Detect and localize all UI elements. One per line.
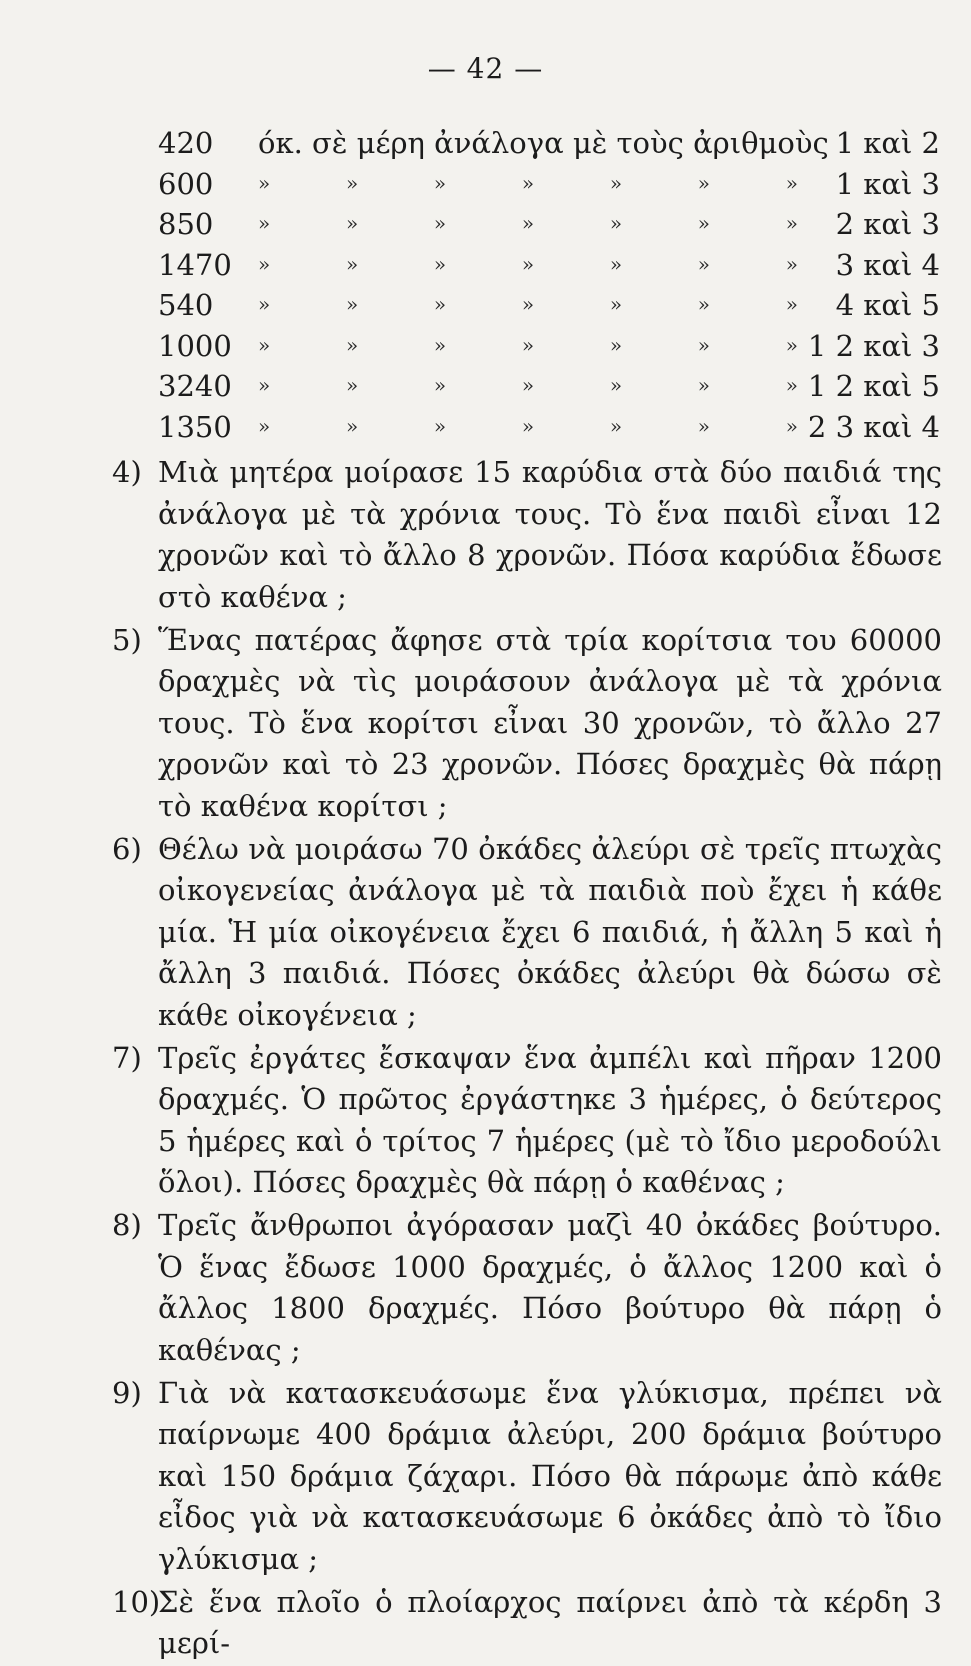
problem-text: Μιὰ μητέρα μοίρασε 15 καρύδια στὰ δύο παιδιά της ἀνάλογα μὲ τὰ χρόνια τους. Τὸ ἕνα παιδὶ εἶναι 12 χρονῶν καὶ τὸ ἄλλο 8 χρονῶν. Πόσα καρύδια ἔδωσε στὸ καθένα ; — [158, 455, 942, 614]
table-row — [150, 207, 940, 248]
ratio-numbers: 1 καὶ 2 — [835, 126, 940, 160]
ratio-numbers: 2 καὶ 3 — [835, 207, 940, 241]
ditto-marks: » » » » » » » — [258, 211, 798, 235]
amount: 1350 — [158, 409, 232, 444]
ditto-marks: » » » » » » » — [258, 292, 798, 316]
problem-4 — [112, 452, 942, 618]
problem-list — [112, 452, 942, 1666]
table-row — [150, 167, 940, 208]
problem-10 — [112, 1582, 942, 1665]
ditto-marks: » » » » » » » — [258, 332, 798, 357]
page-number: — 42 — — [427, 52, 544, 85]
ditto-marks: » » » » » » » — [258, 373, 798, 397]
table-row — [150, 288, 940, 329]
ditto-marks: » » » » » » » — [258, 251, 798, 276]
problem-number: 6) — [112, 831, 142, 866]
ratio-numbers: 1 2 καὶ 5 — [807, 369, 940, 403]
problem-9 — [112, 1373, 942, 1581]
table-row — [150, 410, 940, 451]
problem-number: 5) — [112, 622, 142, 657]
amount: 600 — [158, 166, 214, 201]
table-row — [150, 329, 940, 370]
problem-text: Γιὰ νὰ κατασκευάσωμε ἕνα γλύκισμα, πρέπει νὰ παίρνωμε 400 δράμια ἀλεύρι, 200 δράμια βούτυρο καὶ 150 δράμια ζάχαρι. Πόσο θὰ πάρωμε ἀπὸ κάθε εἶδος γιὰ νὰ κατασκευάσωμε 6 ὀκάδες ἀπὸ τὸ ἴδιο γλύκισμα ; — [158, 1375, 942, 1576]
amount: 850 — [158, 207, 214, 241]
ratio-numbers: 2 3 καὶ 4 — [807, 409, 940, 444]
ratio-numbers: 1 2 καὶ 3 — [807, 328, 940, 363]
ditto-marks: » » » » » » » — [258, 170, 798, 195]
ratio-numbers: 1 καὶ 3 — [835, 166, 940, 201]
problem-number: 8) — [112, 1208, 142, 1242]
amount: 1000 — [158, 328, 232, 363]
amount: 3240 — [158, 369, 232, 403]
ditto-marks: » » » » » » » — [258, 413, 798, 438]
problem-number: 10) — [112, 1584, 161, 1619]
table-row — [150, 248, 940, 289]
table-row — [150, 126, 940, 167]
problem-number: 9) — [112, 1375, 142, 1410]
problem-text: Τρεῖς ἐργάτες ἔσκαψαν ἕνα ἀμπέλι καὶ πῆραν 1200 δραχμές. Ὁ πρῶτος ἐργάστηκε 3 ἡμέρες, ὁ δεύτερος 5 ἡμέρες καὶ ὁ τρίτος 7 ἡμέρες (μὲ τὸ ἴδιο μεροδούλι ὅλοι). Πόσες δραχμὲς θὰ πάρῃ ὁ καθένας ; — [158, 1040, 942, 1199]
problem-5 — [112, 620, 942, 828]
problem-text: Σὲ ἕνα πλοῖο ὁ πλοίαρχος παίρνει ἀπὸ τὰ κέρδη 3 μερί- — [158, 1584, 942, 1660]
amount: 1470 — [158, 247, 232, 282]
problem-text: Τρεῖς ἄνθρωποι ἀγόρασαν μαζὶ 40 ὀκάδες βούτυρο. Ὁ ἕνας ἔδωσε 1000 δραχμές, ὁ ἄλλος 1200 καὶ ὁ ἄλλος 1800 δραχμές. Πόσο βούτυρο θὰ πάρῃ ὁ καθένας ; — [158, 1208, 942, 1367]
problem-6 — [112, 829, 942, 1037]
problem-text: Θέλω νὰ μοιράσω 70 ὀκάδες ἀλεύρι σὲ τρεῖς πτωχὰς οἰκογενείας ἀνάλογα μὲ τὰ παιδιὰ ποὺ ἔχει ἡ κάθε μία. Ἡ μία οἰκογένεια ἔχει 6 παιδιά, ἡ ἄλλη 5 καὶ ἡ ἄλλη 3 παιδιά. Πόσες ὀκάδες ἀλεύρι θὰ δώσω σὲ κάθε οἰκογένεια ; — [158, 831, 942, 1032]
row-description: όκ. σὲ μέρη ἀνάλογα μὲ τοὺς ἀριθμοὺς — [258, 126, 829, 160]
problem-7 — [112, 1038, 942, 1204]
problem-8 — [112, 1205, 942, 1371]
problem-number: 4) — [112, 455, 142, 489]
table-row — [150, 369, 940, 410]
problem-text: Ἕνας πατέρας ἄφησε στὰ τρία κορίτσια του 60000 δραχμὲς νὰ τὶς μοιράσουν ἀνάλογα μὲ τὰ χρόνια τους. Τὸ ἕνα κορίτσι εἶναι 30 χρονῶν, τὸ ἄλλο 27 χρονῶν καὶ τὸ 23 χρονῶν. Πόσες δραχμὲς θὰ πάρῃ τὸ καθένα κορίτσι ; — [158, 622, 942, 823]
distribution-table — [150, 126, 940, 450]
amount: 420 — [158, 126, 214, 160]
ratio-numbers: 4 καὶ 5 — [835, 288, 940, 322]
problem-number: 7) — [112, 1040, 142, 1075]
ratio-numbers: 3 καὶ 4 — [835, 247, 940, 282]
amount: 540 — [158, 288, 214, 322]
